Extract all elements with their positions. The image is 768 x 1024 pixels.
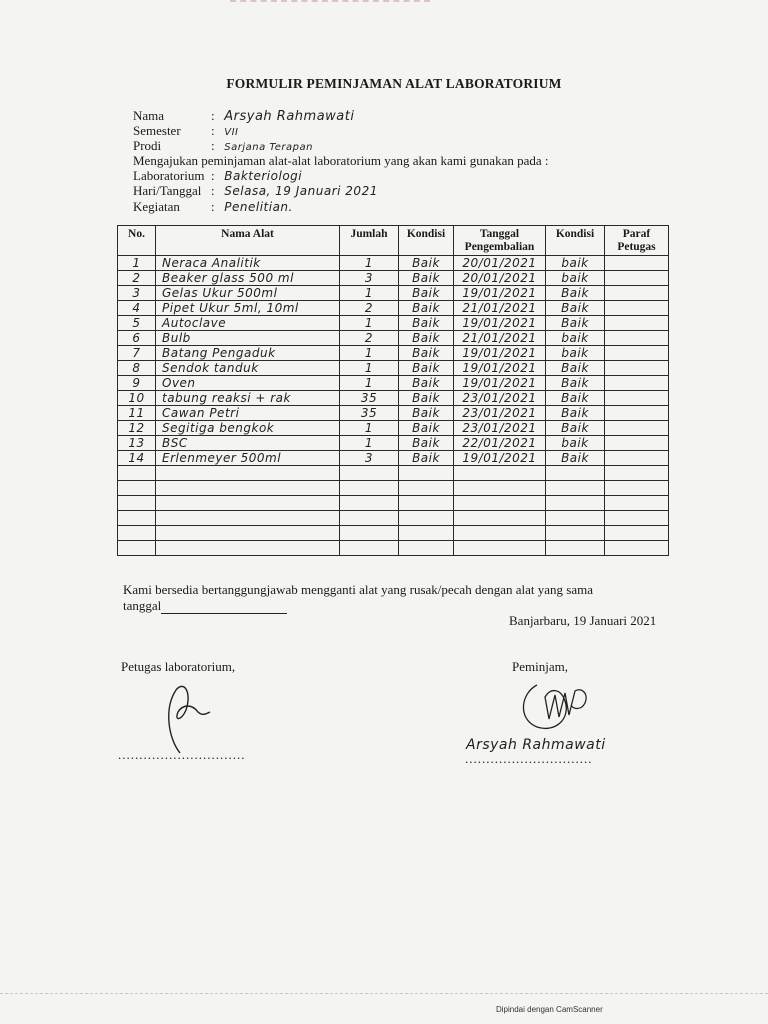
cell-kondisi-kembali: baik	[546, 331, 605, 346]
label-kegiatan: Kegiatan	[133, 199, 180, 214]
row-hari-tanggal: Hari/Tanggal : Selasa, 19 Januari 2021	[133, 183, 378, 198]
cell-kondisi-kembali: Baik	[546, 421, 605, 436]
empty-cell	[340, 481, 399, 496]
value-hari-tanggal: Selasa, 19 Januari 2021	[224, 184, 378, 198]
empty-cell	[118, 526, 156, 541]
empty-cell	[605, 526, 669, 541]
table-row	[118, 286, 669, 301]
table-row	[118, 421, 669, 436]
cell-nama-alat: Autoclave	[156, 316, 340, 331]
empty-cell	[340, 496, 399, 511]
scan-edge-top	[230, 0, 430, 6]
cell-paraf	[605, 301, 669, 316]
cell-tanggal-pengembalian: 19/01/2021	[454, 361, 546, 376]
empty-cell	[156, 466, 340, 481]
cell-paraf	[605, 256, 669, 271]
cell-jumlah: 1	[340, 436, 399, 451]
empty-cell	[156, 541, 340, 556]
row-nama: Nama : Arsyah Rahmawati	[133, 108, 355, 124]
cell-paraf	[605, 376, 669, 391]
cell-tanggal-pengembalian: 23/01/2021	[454, 421, 546, 436]
row-laboratorium: Laboratorium : Bakteriologi	[133, 168, 303, 183]
empty-table-row	[118, 511, 669, 526]
cell-no: 3	[118, 286, 156, 301]
cell-tanggal-pengembalian: 20/01/2021	[454, 271, 546, 286]
label-prodi: Prodi	[133, 138, 162, 153]
cell-no: 10	[118, 391, 156, 406]
form-title: FORMULIR PEMINJAMAN ALAT LABORATORIUM	[226, 76, 562, 91]
value-semester: VII	[224, 127, 239, 138]
empty-cell	[340, 541, 399, 556]
table-row	[118, 346, 669, 361]
cell-tanggal-pengembalian: 21/01/2021	[454, 331, 546, 346]
empty-cell	[118, 496, 156, 511]
cell-paraf	[605, 286, 669, 301]
cell-kondisi-kembali: Baik	[546, 286, 605, 301]
empty-table-row	[118, 496, 669, 511]
cell-nama-alat: Neraca Analitik	[156, 256, 340, 271]
empty-cell	[454, 496, 546, 511]
cell-kondisi-kembali: baik	[546, 256, 605, 271]
empty-cell	[605, 541, 669, 556]
empty-cell	[605, 496, 669, 511]
cell-no: 8	[118, 361, 156, 376]
empty-cell	[454, 541, 546, 556]
cell-kondisi-kembali: baik	[546, 271, 605, 286]
label-nama: Nama	[133, 108, 165, 123]
cell-no: 13	[118, 436, 156, 451]
cell-paraf	[605, 451, 669, 466]
table-header-row	[118, 226, 669, 256]
table-row	[118, 256, 669, 271]
cell-kondisi: Baik	[399, 391, 454, 406]
empty-cell	[118, 511, 156, 526]
peminjam-dots: ..............................	[465, 751, 593, 766]
empty-cell	[399, 466, 454, 481]
cell-kondisi-kembali: Baik	[546, 391, 605, 406]
empty-cell	[399, 526, 454, 541]
empty-cell	[399, 481, 454, 496]
cell-kondisi: Baik	[399, 361, 454, 376]
cell-kondisi: Baik	[399, 346, 454, 361]
cell-jumlah: 1	[340, 316, 399, 331]
empty-cell	[454, 466, 546, 481]
label-semester: Semester	[133, 123, 181, 138]
empty-table-row	[118, 481, 669, 496]
cell-kondisi-kembali: Baik	[546, 301, 605, 316]
cell-no: 2	[118, 271, 156, 286]
cell-kondisi: Baik	[399, 301, 454, 316]
cell-jumlah: 3	[340, 271, 399, 286]
cell-paraf	[605, 271, 669, 286]
cell-jumlah: 1	[340, 376, 399, 391]
scan-edge-bottom	[0, 993, 768, 994]
empty-cell	[546, 496, 605, 511]
empty-cell	[454, 526, 546, 541]
empty-cell	[340, 511, 399, 526]
cell-kondisi-kembali: Baik	[546, 451, 605, 466]
empty-cell	[399, 511, 454, 526]
cell-nama-alat: Cawan Petri	[156, 406, 340, 421]
cell-jumlah: 1	[340, 286, 399, 301]
cell-no: 11	[118, 406, 156, 421]
value-laboratorium: Bakteriologi	[224, 169, 303, 183]
empty-cell	[156, 481, 340, 496]
cell-kondisi: Baik	[399, 286, 454, 301]
header-kondisi: Kondisi	[399, 226, 454, 256]
label-laboratorium: Laboratorium	[133, 168, 205, 183]
header-no: No.	[118, 226, 156, 256]
cell-nama-alat: Erlenmeyer 500ml	[156, 451, 340, 466]
cell-nama-alat: Gelas Ukur 500ml	[156, 286, 340, 301]
empty-cell	[605, 466, 669, 481]
peminjam-label: Peminjam,	[512, 659, 568, 674]
cell-no: 6	[118, 331, 156, 346]
table-row	[118, 331, 669, 346]
table-body	[118, 256, 669, 556]
statement-line-1: Kami bersedia bertanggungjawab mengganti alat yang rusak/pecah dengan alat yang sama	[123, 582, 593, 597]
cell-nama-alat: Oven	[156, 376, 340, 391]
value-kegiatan: Penelitian.	[224, 200, 293, 214]
cell-no: 14	[118, 451, 156, 466]
empty-cell	[156, 511, 340, 526]
cell-no: 7	[118, 346, 156, 361]
row-kegiatan: Kegiatan : Penelitian.	[133, 199, 293, 214]
header-jumlah: Jumlah	[340, 226, 399, 256]
cell-kondisi-kembali: Baik	[546, 376, 605, 391]
cell-jumlah: 35	[340, 391, 399, 406]
cell-paraf	[605, 406, 669, 421]
value-nama: Arsyah Rahmawati	[224, 109, 355, 124]
peminjam-name: Arsyah Rahmawati	[466, 737, 606, 753]
cell-tanggal-pengembalian: 19/01/2021	[454, 346, 546, 361]
header-nama-alat: Nama Alat	[156, 226, 340, 256]
petugas-label: Petugas laboratorium,	[121, 659, 236, 674]
table-row	[118, 361, 669, 376]
table-row	[118, 316, 669, 331]
cell-no: 1	[118, 256, 156, 271]
cell-tanggal-pengembalian: 23/01/2021	[454, 406, 546, 421]
cell-kondisi-kembali: Baik	[546, 316, 605, 331]
table-row	[118, 451, 669, 466]
header-tanggal-pengembalian: Tanggal Pengembalian	[454, 226, 546, 256]
cell-tanggal-pengembalian: 21/01/2021	[454, 301, 546, 316]
empty-cell	[546, 511, 605, 526]
statement-tanggal-label: tanggal	[123, 598, 162, 613]
cell-tanggal-pengembalian: 19/01/2021	[454, 376, 546, 391]
empty-cell	[605, 511, 669, 526]
camscanner-footer: Dipindai dengan CamScanner	[496, 1005, 603, 1014]
peminjam-signature	[515, 675, 595, 735]
cell-kondisi: Baik	[399, 376, 454, 391]
cell-kondisi-kembali: baik	[546, 436, 605, 451]
cell-no: 5	[118, 316, 156, 331]
empty-cell	[156, 496, 340, 511]
cell-jumlah: 2	[340, 301, 399, 316]
cell-jumlah: 2	[340, 331, 399, 346]
intro-text: Mengajukan peminjaman alat-alat laboratorium yang akan kami gunakan pada :	[133, 153, 549, 168]
cell-paraf	[605, 421, 669, 436]
cell-nama-alat: BSC	[156, 436, 340, 451]
cell-paraf	[605, 346, 669, 361]
cell-tanggal-pengembalian: 19/01/2021	[454, 316, 546, 331]
empty-table-row	[118, 541, 669, 556]
place-date: Banjarbaru, 19 Januari 2021	[509, 613, 657, 628]
cell-nama-alat: Segitiga bengkok	[156, 421, 340, 436]
cell-nama-alat: tabung reaksi + rak	[156, 391, 340, 406]
cell-jumlah: 1	[340, 346, 399, 361]
header-paraf-petugas: Paraf Petugas	[605, 226, 669, 256]
cell-kondisi: Baik	[399, 436, 454, 451]
header-kondisi-kembali: Kondisi	[546, 226, 605, 256]
empty-cell	[546, 481, 605, 496]
cell-nama-alat: Bulb	[156, 331, 340, 346]
cell-kondisi: Baik	[399, 451, 454, 466]
cell-jumlah: 35	[340, 406, 399, 421]
empty-cell	[546, 526, 605, 541]
cell-nama-alat: Beaker glass 500 ml	[156, 271, 340, 286]
cell-nama-alat: Batang Pengaduk	[156, 346, 340, 361]
cell-kondisi-kembali: Baik	[546, 406, 605, 421]
cell-paraf	[605, 331, 669, 346]
empty-cell	[156, 526, 340, 541]
empty-cell	[546, 541, 605, 556]
cell-kondisi-kembali: Baik	[546, 361, 605, 376]
cell-nama-alat: Sendok tanduk	[156, 361, 340, 376]
cell-tanggal-pengembalian: 19/01/2021	[454, 451, 546, 466]
empty-cell	[546, 466, 605, 481]
equipment-table	[117, 225, 669, 556]
cell-kondisi: Baik	[399, 421, 454, 436]
table-row	[118, 271, 669, 286]
empty-cell	[118, 541, 156, 556]
value-prodi: Sarjana Terapan	[224, 142, 313, 153]
empty-cell	[454, 511, 546, 526]
table-row	[118, 376, 669, 391]
empty-table-row	[118, 466, 669, 481]
label-hari-tanggal: Hari/Tanggal	[133, 183, 202, 198]
statement	[123, 582, 683, 614]
cell-jumlah: 1	[340, 256, 399, 271]
cell-kondisi: Baik	[399, 406, 454, 421]
tanggal-blank-line	[161, 601, 287, 614]
row-semester: Semester : VII	[133, 123, 239, 138]
cell-nama-alat: Pipet Ukur 5ml, 10ml	[156, 301, 340, 316]
empty-cell	[399, 541, 454, 556]
row-prodi: Prodi : Sarjana Terapan	[133, 138, 313, 153]
cell-no: 9	[118, 376, 156, 391]
empty-cell	[399, 496, 454, 511]
cell-jumlah: 1	[340, 361, 399, 376]
petugas-dots: ..............................	[118, 747, 246, 762]
empty-table-row	[118, 526, 669, 541]
cell-tanggal-pengembalian: 20/01/2021	[454, 256, 546, 271]
cell-jumlah: 1	[340, 421, 399, 436]
table-row	[118, 406, 669, 421]
cell-tanggal-pengembalian: 23/01/2021	[454, 391, 546, 406]
table-row	[118, 436, 669, 451]
table-row	[118, 301, 669, 316]
cell-kondisi: Baik	[399, 271, 454, 286]
petugas-signature	[150, 678, 220, 758]
empty-cell	[118, 466, 156, 481]
table-row	[118, 391, 669, 406]
cell-tanggal-pengembalian: 19/01/2021	[454, 286, 546, 301]
cell-kondisi: Baik	[399, 331, 454, 346]
cell-jumlah: 3	[340, 451, 399, 466]
cell-no: 12	[118, 421, 156, 436]
cell-paraf	[605, 391, 669, 406]
cell-tanggal-pengembalian: 22/01/2021	[454, 436, 546, 451]
empty-cell	[118, 481, 156, 496]
empty-cell	[340, 466, 399, 481]
cell-kondisi: Baik	[399, 256, 454, 271]
empty-cell	[340, 526, 399, 541]
cell-paraf	[605, 436, 669, 451]
cell-kondisi-kembali: baik	[546, 346, 605, 361]
empty-cell	[454, 481, 546, 496]
cell-kondisi: Baik	[399, 316, 454, 331]
cell-paraf	[605, 316, 669, 331]
statement-line-2	[123, 598, 683, 614]
cell-no: 4	[118, 301, 156, 316]
cell-paraf	[605, 361, 669, 376]
empty-cell	[605, 481, 669, 496]
